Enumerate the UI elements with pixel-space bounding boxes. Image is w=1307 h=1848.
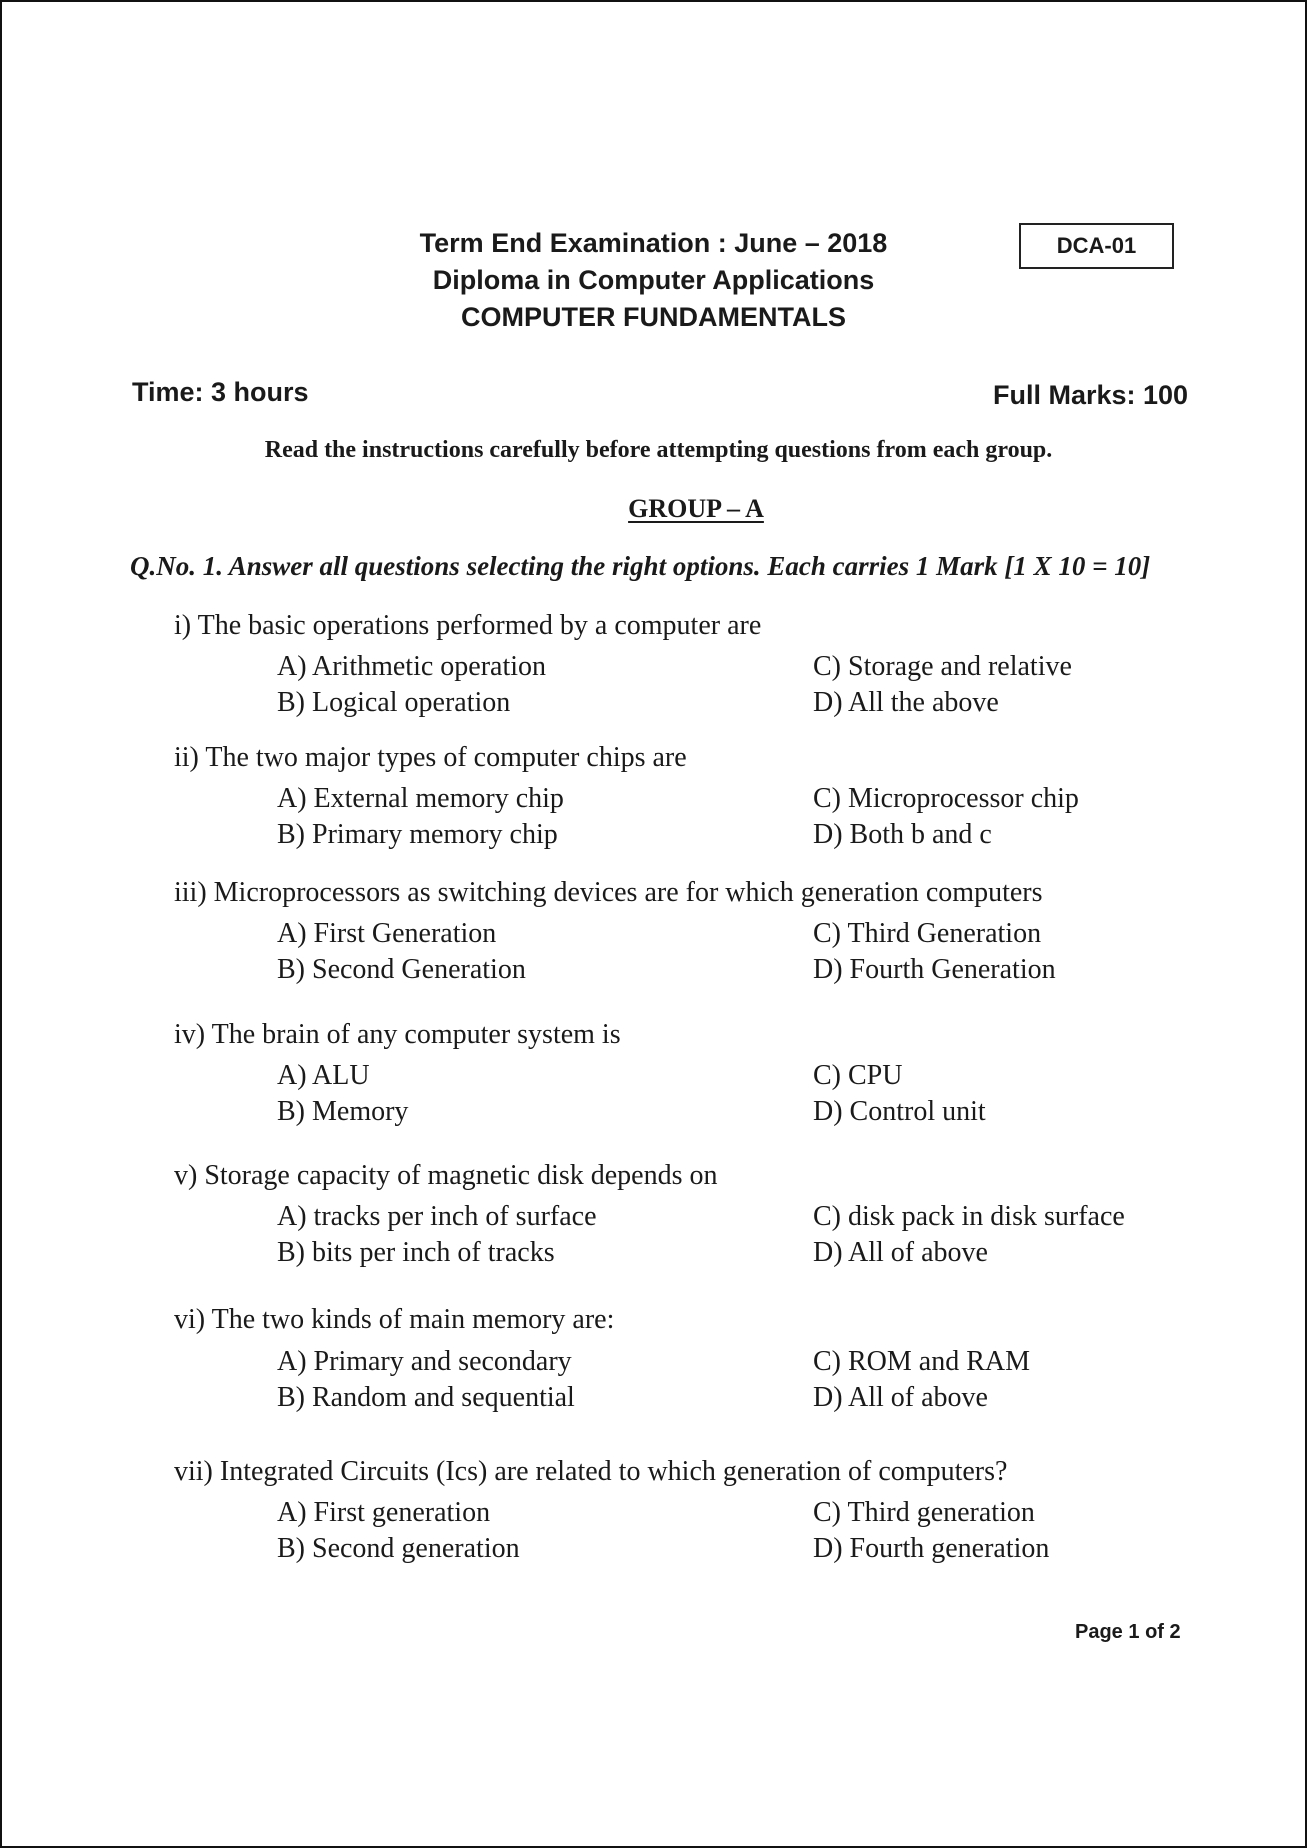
question-text: vi) The two kinds of main memory are:	[174, 1304, 615, 1335]
page-current: 1	[1128, 1621, 1140, 1643]
option-a: A) tracks per inch of surface	[277, 1201, 597, 1232]
question-text: iv) The brain of any computer system is	[174, 1019, 621, 1050]
page-number	[1075, 1621, 1181, 1644]
question-text: iii) Microprocessors as switching devices are for which generation computers	[174, 877, 1043, 908]
option-c: C) disk pack in disk surface	[813, 1201, 1125, 1232]
option-d: D) All of above	[813, 1237, 988, 1268]
option-c: C) ROM and RAM	[813, 1346, 1031, 1377]
course-code: DCA-01	[1056, 233, 1137, 258]
option-d: D) All the above	[813, 687, 999, 718]
option-d: D) Both b and c	[813, 819, 992, 850]
option-d: D) All of above	[813, 1382, 988, 1413]
option-a: A) Arithmetic operation	[277, 651, 547, 682]
option-a: A) First generation	[277, 1497, 491, 1528]
option-c: C) Third Generation	[813, 918, 1042, 949]
subject-title: COMPUTER FUNDAMENTALS	[461, 302, 846, 332]
option-d: D) Fourth Generation	[813, 954, 1056, 985]
option-c: C) Third generation	[813, 1497, 1035, 1528]
option-b: B) bits per inch of tracks	[277, 1237, 555, 1268]
instructions: Read the instructions carefully before attempting questions from each group.	[264, 437, 1053, 463]
option-d: D) Fourth generation	[813, 1533, 1050, 1564]
option-b: B) Second Generation	[277, 954, 526, 985]
option-b: B) Memory	[277, 1096, 409, 1127]
question-text: i) The basic operations performed by a computer are	[174, 610, 762, 641]
course-code-box	[1019, 223, 1174, 269]
option-d: D) Control unit	[813, 1096, 986, 1127]
group-heading: GROUP – A	[628, 494, 764, 523]
full-marks: Full Marks: 100	[993, 380, 1189, 410]
page-label: Page	[1075, 1621, 1123, 1643]
option-b: B) Random and sequential	[277, 1382, 575, 1413]
question-heading: Q.No. 1. Answer all questions selecting the right options. Each carries 1 Mark [1 X 10 = 10]	[130, 551, 1151, 581]
option-c: C) Storage and relative	[813, 651, 1072, 682]
question-text: v) Storage capacity of magnetic disk depends on	[174, 1160, 718, 1191]
option-c: C) Microprocessor chip	[813, 783, 1079, 814]
page-of: of	[1145, 1621, 1164, 1643]
option-a: A) Primary and secondary	[277, 1346, 572, 1377]
page-total: 2	[1169, 1621, 1181, 1643]
option-a: A) External memory chip	[277, 783, 564, 814]
option-b: B) Primary memory chip	[277, 819, 558, 850]
program-title: Diploma in Computer Applications	[432, 265, 875, 295]
option-a: A) ALU	[277, 1060, 370, 1091]
option-a: A) First Generation	[277, 918, 497, 949]
option-b: B) Logical operation	[277, 687, 511, 718]
option-b: B) Second generation	[277, 1533, 520, 1564]
question-text: ii) The two major types of computer chips are	[174, 742, 687, 773]
exam-time: Time: 3 hours	[132, 377, 309, 407]
option-c: C) CPU	[813, 1060, 903, 1091]
exam-title: Term End Examination : June – 2018	[419, 228, 888, 258]
question-text: vii) Integrated Circuits (Ics) are related to which generation of computers?	[174, 1456, 1008, 1487]
